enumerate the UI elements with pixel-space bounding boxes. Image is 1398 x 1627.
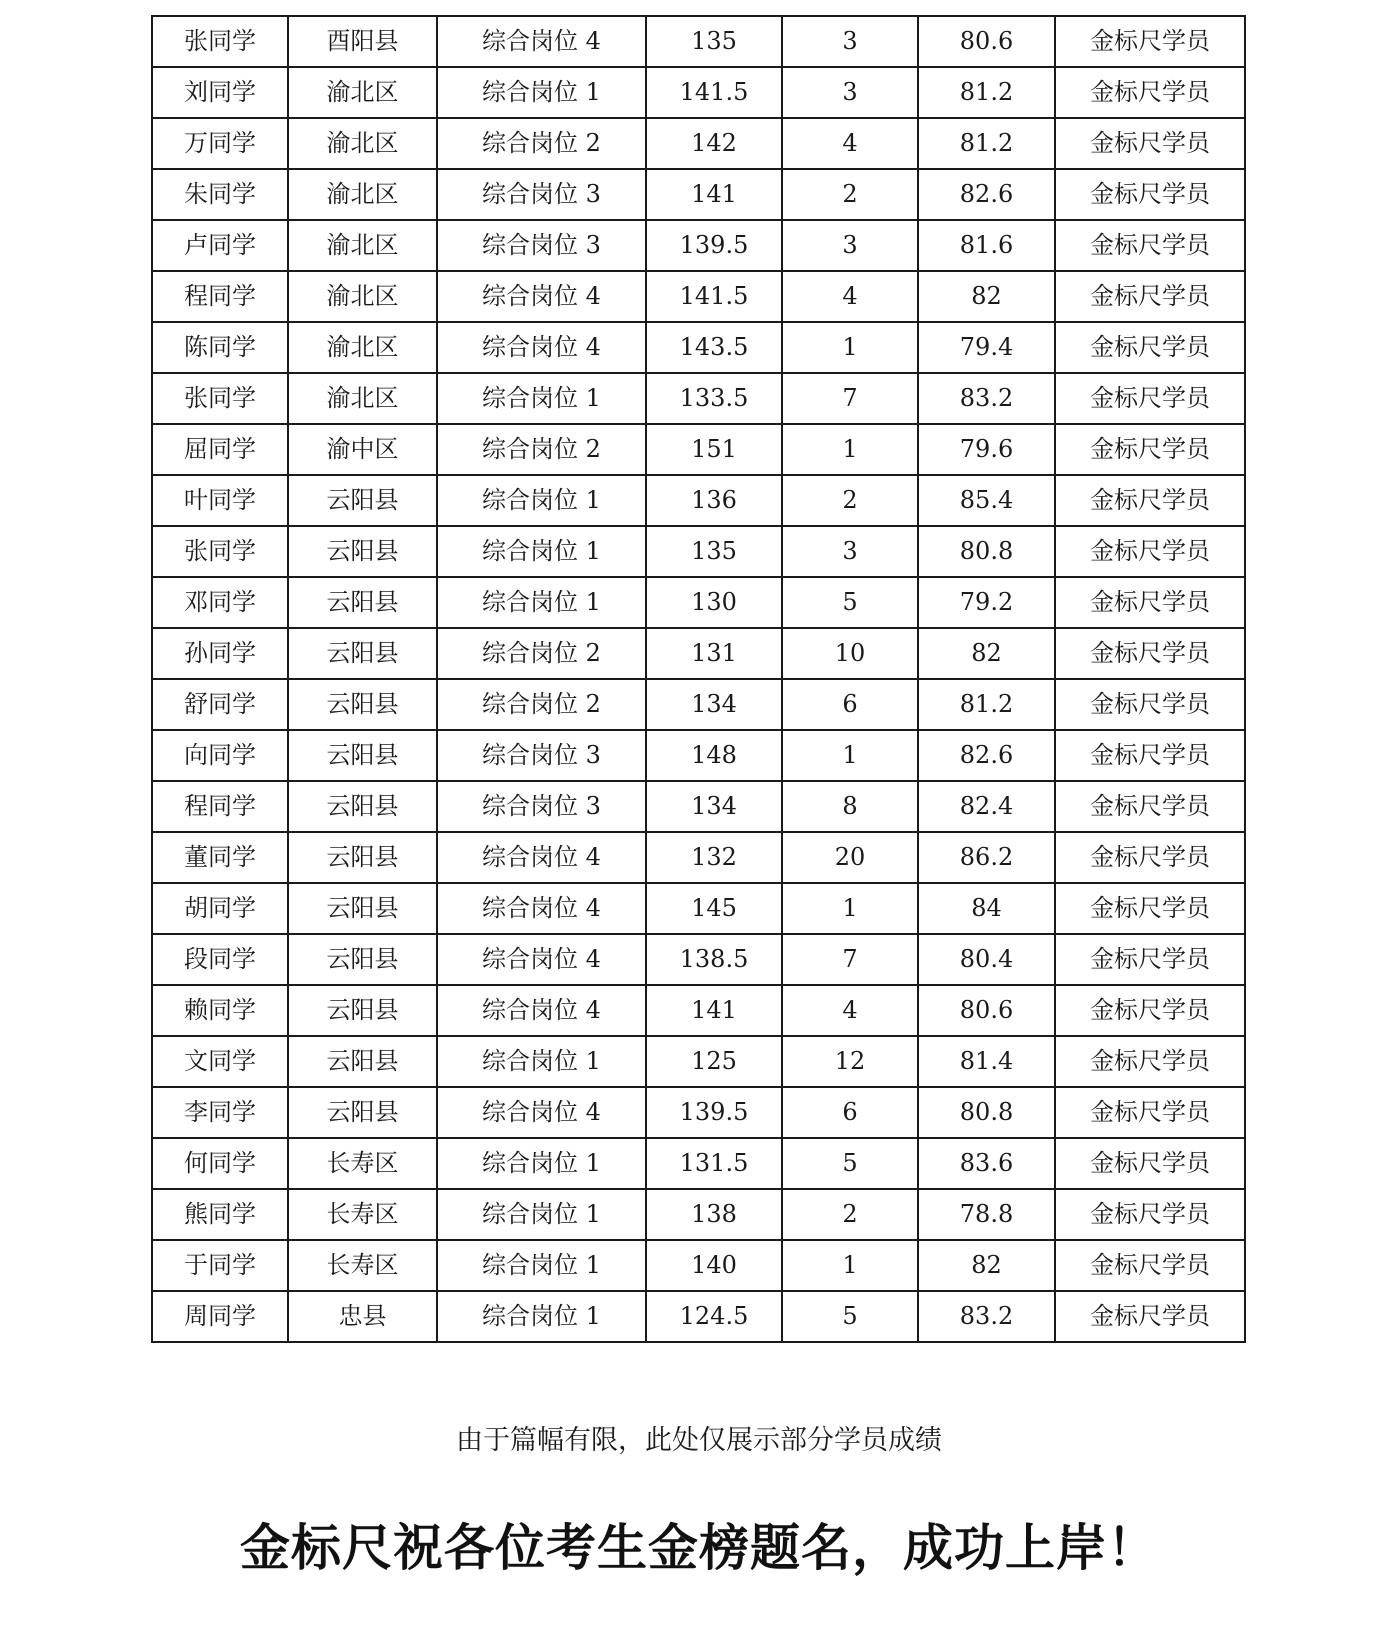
interview-score-cell: 81.4 [918,1036,1055,1087]
district-cell: 长寿区 [288,1138,437,1189]
district-cell: 渝北区 [288,169,437,220]
district-cell: 云阳县 [288,475,437,526]
position-cell: 综合岗位 3 [437,781,646,832]
written-score-cell: 133.5 [646,373,782,424]
interview-score-cell: 83.6 [918,1138,1055,1189]
position-cell: 综合岗位 4 [437,985,646,1036]
student-type-cell: 金标尺学员 [1055,373,1245,424]
rank-cell: 12 [782,1036,918,1087]
student-type-cell: 金标尺学员 [1055,1087,1245,1138]
student-type-cell: 金标尺学员 [1055,271,1245,322]
table-row [152,1291,1245,1342]
student-type-cell: 金标尺学员 [1055,985,1245,1036]
rank-cell: 10 [782,628,918,679]
district-cell: 云阳县 [288,679,437,730]
name-cell: 于同学 [152,1240,288,1291]
rank-cell: 4 [782,985,918,1036]
written-score-cell: 142 [646,118,782,169]
name-cell: 段同学 [152,934,288,985]
interview-score-cell: 79.6 [918,424,1055,475]
rank-cell: 3 [782,220,918,271]
rank-cell: 5 [782,577,918,628]
position-cell: 综合岗位 4 [437,16,646,67]
name-cell: 胡同学 [152,883,288,934]
student-type-cell: 金标尺学员 [1055,220,1245,271]
position-cell: 综合岗位 3 [437,220,646,271]
name-cell: 张同学 [152,373,288,424]
student-type-cell: 金标尺学员 [1055,832,1245,883]
table-row [152,220,1245,271]
position-cell: 综合岗位 1 [437,1189,646,1240]
footer-slogan: 金标尺祝各位考生金榜题名，成功上岸！ [240,1518,1158,1577]
position-cell: 综合岗位 1 [437,1036,646,1087]
position-cell: 综合岗位 1 [437,1138,646,1189]
table-row [152,271,1245,322]
rank-cell: 1 [782,730,918,781]
student-type-cell: 金标尺学员 [1055,934,1245,985]
written-score-cell: 139.5 [646,1087,782,1138]
rank-cell: 2 [782,475,918,526]
written-score-cell: 139.5 [646,220,782,271]
district-cell: 长寿区 [288,1189,437,1240]
rank-cell: 7 [782,373,918,424]
name-cell: 何同学 [152,1138,288,1189]
written-score-cell: 148 [646,730,782,781]
written-score-cell: 134 [646,781,782,832]
district-cell: 渝北区 [288,322,437,373]
written-score-cell: 124.5 [646,1291,782,1342]
district-cell: 云阳县 [288,577,437,628]
district-cell: 云阳县 [288,730,437,781]
written-score-cell: 135 [646,16,782,67]
interview-score-cell: 84 [918,883,1055,934]
written-score-cell: 136 [646,475,782,526]
rank-cell: 5 [782,1138,918,1189]
interview-score-cell: 80.6 [918,985,1055,1036]
rank-cell: 4 [782,271,918,322]
table-row [152,118,1245,169]
interview-score-cell: 80.4 [918,934,1055,985]
table-row [152,730,1245,781]
name-cell: 陈同学 [152,322,288,373]
name-cell: 周同学 [152,1291,288,1342]
table-row [152,1036,1245,1087]
position-cell: 综合岗位 2 [437,628,646,679]
name-cell: 舒同学 [152,679,288,730]
student-type-cell: 金标尺学员 [1055,322,1245,373]
name-cell: 董同学 [152,832,288,883]
position-cell: 综合岗位 4 [437,1087,646,1138]
student-type-cell: 金标尺学员 [1055,16,1245,67]
position-cell: 综合岗位 1 [437,577,646,628]
table-row [152,934,1245,985]
position-cell: 综合岗位 1 [437,475,646,526]
interview-score-cell: 83.2 [918,1291,1055,1342]
written-score-cell: 141.5 [646,67,782,118]
table-row [152,1138,1245,1189]
interview-score-cell: 78.8 [918,1189,1055,1240]
table-row [152,883,1245,934]
interview-score-cell: 80.6 [918,16,1055,67]
written-score-cell: 151 [646,424,782,475]
written-score-cell: 131.5 [646,1138,782,1189]
student-type-cell: 金标尺学员 [1055,883,1245,934]
student-type-cell: 金标尺学员 [1055,628,1245,679]
position-cell: 综合岗位 1 [437,67,646,118]
position-cell: 综合岗位 4 [437,832,646,883]
name-cell: 邓同学 [152,577,288,628]
rank-cell: 1 [782,1240,918,1291]
interview-score-cell: 82.4 [918,781,1055,832]
table-row [152,16,1245,67]
table-row [152,781,1245,832]
name-cell: 孙同学 [152,628,288,679]
table-row [152,169,1245,220]
rank-cell: 3 [782,16,918,67]
district-cell: 渝北区 [288,373,437,424]
position-cell: 综合岗位 1 [437,1291,646,1342]
name-cell: 朱同学 [152,169,288,220]
district-cell: 酉阳县 [288,16,437,67]
table-row [152,322,1245,373]
table-row [152,985,1245,1036]
district-cell: 忠县 [288,1291,437,1342]
position-cell: 综合岗位 1 [437,526,646,577]
district-cell: 渝北区 [288,271,437,322]
name-cell: 文同学 [152,1036,288,1087]
score-table [151,15,1246,1343]
table-row [152,628,1245,679]
position-cell: 综合岗位 3 [437,169,646,220]
student-type-cell: 金标尺学员 [1055,1138,1245,1189]
name-cell: 熊同学 [152,1189,288,1240]
table-row [152,832,1245,883]
student-type-cell: 金标尺学员 [1055,526,1245,577]
student-type-cell: 金标尺学员 [1055,577,1245,628]
interview-score-cell: 79.4 [918,322,1055,373]
district-cell: 云阳县 [288,883,437,934]
student-type-cell: 金标尺学员 [1055,475,1245,526]
interview-score-cell: 80.8 [918,1087,1055,1138]
name-cell: 刘同学 [152,67,288,118]
table-row [152,577,1245,628]
table-body [152,16,1245,1342]
table-row [152,475,1245,526]
name-cell: 卢同学 [152,220,288,271]
position-cell: 综合岗位 1 [437,373,646,424]
position-cell: 综合岗位 1 [437,1240,646,1291]
district-cell: 云阳县 [288,1036,437,1087]
student-type-cell: 金标尺学员 [1055,730,1245,781]
position-cell: 综合岗位 2 [437,424,646,475]
interview-score-cell: 82.6 [918,169,1055,220]
district-cell: 云阳县 [288,934,437,985]
rank-cell: 2 [782,169,918,220]
interview-score-cell: 81.2 [918,679,1055,730]
rank-cell: 1 [782,883,918,934]
district-cell: 长寿区 [288,1240,437,1291]
written-score-cell: 134 [646,679,782,730]
name-cell: 李同学 [152,1087,288,1138]
district-cell: 渝北区 [288,118,437,169]
rank-cell: 8 [782,781,918,832]
name-cell: 程同学 [152,271,288,322]
student-type-cell: 金标尺学员 [1055,169,1245,220]
interview-score-cell: 83.2 [918,373,1055,424]
interview-score-cell: 82 [918,271,1055,322]
interview-score-cell: 85.4 [918,475,1055,526]
interview-score-cell: 81.6 [918,220,1055,271]
student-type-cell: 金标尺学员 [1055,424,1245,475]
rank-cell: 6 [782,1087,918,1138]
written-score-cell: 140 [646,1240,782,1291]
name-cell: 向同学 [152,730,288,781]
interview-score-cell: 82 [918,1240,1055,1291]
district-cell: 云阳县 [288,832,437,883]
written-score-cell: 130 [646,577,782,628]
interview-score-cell: 81.2 [918,118,1055,169]
student-type-cell: 金标尺学员 [1055,781,1245,832]
footer-note: 由于篇幅有限，此处仅展示部分学员成绩 [456,1425,942,1456]
position-cell: 综合岗位 4 [437,934,646,985]
name-cell: 屈同学 [152,424,288,475]
interview-score-cell: 86.2 [918,832,1055,883]
rank-cell: 1 [782,322,918,373]
district-cell: 渝北区 [288,220,437,271]
rank-cell: 7 [782,934,918,985]
written-score-cell: 141 [646,985,782,1036]
written-score-cell: 131 [646,628,782,679]
rank-cell: 5 [782,1291,918,1342]
rank-cell: 2 [782,1189,918,1240]
table-row [152,67,1245,118]
written-score-cell: 143.5 [646,322,782,373]
rank-cell: 3 [782,67,918,118]
student-type-cell: 金标尺学员 [1055,1240,1245,1291]
table-row [152,1189,1245,1240]
student-type-cell: 金标尺学员 [1055,67,1245,118]
interview-score-cell: 80.8 [918,526,1055,577]
written-score-cell: 125 [646,1036,782,1087]
written-score-cell: 132 [646,832,782,883]
rank-cell: 6 [782,679,918,730]
table-row [152,1087,1245,1138]
position-cell: 综合岗位 4 [437,322,646,373]
table-row [152,679,1245,730]
written-score-cell: 135 [646,526,782,577]
table-row [152,1240,1245,1291]
student-type-cell: 金标尺学员 [1055,1189,1245,1240]
table-row [152,424,1245,475]
district-cell: 云阳县 [288,628,437,679]
district-cell: 云阳县 [288,526,437,577]
written-score-cell: 141 [646,169,782,220]
position-cell: 综合岗位 4 [437,271,646,322]
student-type-cell: 金标尺学员 [1055,1291,1245,1342]
written-score-cell: 138 [646,1189,782,1240]
written-score-cell: 141.5 [646,271,782,322]
district-cell: 云阳县 [288,1087,437,1138]
rank-cell: 20 [782,832,918,883]
name-cell: 万同学 [152,118,288,169]
interview-score-cell: 79.2 [918,577,1055,628]
written-score-cell: 145 [646,883,782,934]
position-cell: 综合岗位 2 [437,679,646,730]
student-type-cell: 金标尺学员 [1055,1036,1245,1087]
interview-score-cell: 82.6 [918,730,1055,781]
rank-cell: 1 [782,424,918,475]
name-cell: 赖同学 [152,985,288,1036]
student-type-cell: 金标尺学员 [1055,679,1245,730]
district-cell: 渝北区 [288,67,437,118]
district-cell: 云阳县 [288,781,437,832]
position-cell: 综合岗位 2 [437,118,646,169]
position-cell: 综合岗位 3 [437,730,646,781]
interview-score-cell: 82 [918,628,1055,679]
rank-cell: 3 [782,526,918,577]
district-cell: 渝中区 [288,424,437,475]
student-type-cell: 金标尺学员 [1055,118,1245,169]
position-cell: 综合岗位 4 [437,883,646,934]
district-cell: 云阳县 [288,985,437,1036]
table-row [152,373,1245,424]
name-cell: 张同学 [152,16,288,67]
table-row [152,526,1245,577]
written-score-cell: 138.5 [646,934,782,985]
rank-cell: 4 [782,118,918,169]
name-cell: 程同学 [152,781,288,832]
name-cell: 叶同学 [152,475,288,526]
interview-score-cell: 81.2 [918,67,1055,118]
name-cell: 张同学 [152,526,288,577]
